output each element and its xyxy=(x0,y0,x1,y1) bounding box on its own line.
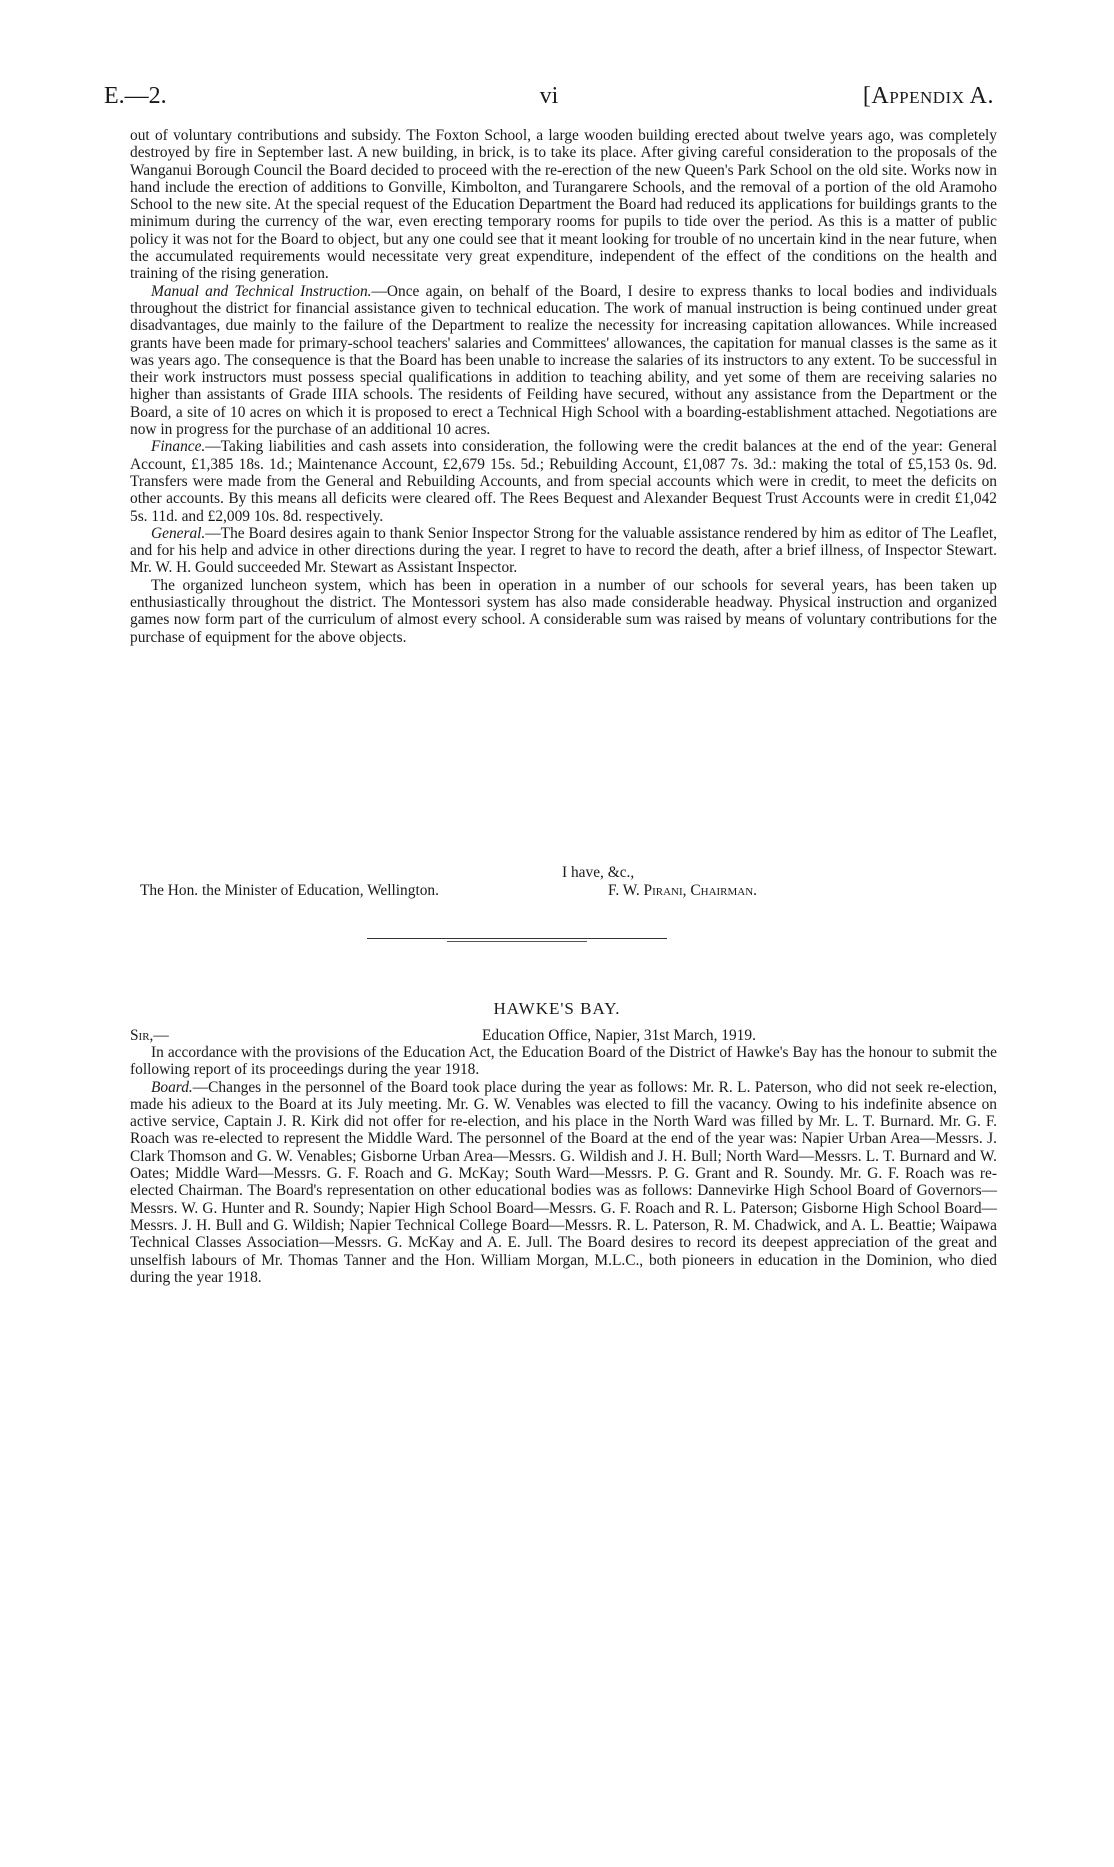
paragraph-text: —Once again, on behalf of the Board, I desire to express thanks to local bodies and individuals throughout the district for financial assistance given to technical education. The work of manual instruction is being continued under great disadvantages, due mainly to the failure of the Department to realize the necessity for increasing capitation allowances. While increased grants have been made for primary-school teachers' salaries and Committees' allowances, the capitation for manual classes is the same as it was years ago. The consequence is that the Board has been unable to increase the salaries of its instructors to any extent. To be successful in their work instructors must possess special qualifications in addition to teaching ability, and yet some of them are receiving salaries no higher than assistants of Grade IIIA schools. The residents of Feilding have secured, without any assistance from the Department or the Board, a site of 10 acres on which it is proposed to erect a Technical High School with a boarding-establishment attached. Negotiations are now in progress for the purchase of an additional 10 acres. xyxy=(130,282,997,439)
paragraph-text: —Taking liabilities and cash assets into consideration, the following were the credit balances at the end of the year: General Account, £1,385 18s. 1d.; Maintenance Account, £2,679 15s. 5d.; Rebuilding Account, £1,087 7s. 3d.: making the total of £5,153 0s. 9d. Transfers were made from the General and Rebuilding Accounts, and from special accounts which were in credit, to meet the deficits on other accounts. By this means all deficits were cleared off. The Rees Bequest and Alexander Bequest Trust Accounts were in credit £1,042 5s. 11d. and £2,009 10s. 8d. respectively. xyxy=(130,438,997,525)
paragraph xyxy=(130,127,997,283)
section-heading: HAWKE'S BAY. xyxy=(493,999,621,1018)
paragraph-text: The organized luncheon system, which has been in operation in a number of our schools for several years, has been taken up enthusiastically throughout the district. The Montessori system has also made considerable headway. Physical instruction and organized games now form part of the curriculum of almost every school. A considerable sum was raised by means of voluntary contributions for the purchase of equipment for the above objects. xyxy=(130,576,997,646)
paragraph xyxy=(130,525,997,577)
paragraph xyxy=(130,1079,997,1287)
report-body-hawkes-bay xyxy=(130,1044,997,1286)
paragraph-heading: Board. xyxy=(151,1078,193,1096)
paragraph-heading: General. xyxy=(151,524,206,542)
dateline: Education Office, Napier, 31st March, 1919. xyxy=(482,1027,756,1044)
paragraph-text: out of voluntary contributions and subsidy. The Foxton School, a large wooden building erected about twelve years ago, was completely destroyed by fire in September last. A new building, in brick, is to take its place. After giving careful consideration to the proposals of the Wanganui Borough Council the Board decided to proceed with the re-erection of the new Queen's Park School on the old site. Works now in hand include the erection of additions to Gonville, Kimbolton, and Turangarere Schools, and the removal of a portion of the old Aramoho School to the new site. At the special request of the Education Department the Board had reduced its applications for buildings grants to the minimum during the currency of the war, even erecting temporary rooms for pupils to tide over the period. As this is a matter of public policy it was not for the Board to object, but any one could see that it meant looking for trouble of no uncertain kind in the near future, when the accumulated requirements would necessitate very great expenditure, independent of the effect of the conditions on the health and training of the rising generation. xyxy=(130,127,997,283)
report-body-top xyxy=(130,127,997,646)
paragraph xyxy=(130,1044,997,1079)
report-reference: E.—2. xyxy=(104,83,167,109)
paragraph xyxy=(130,438,997,524)
paragraph-heading: Manual and Technical Instruction. xyxy=(151,282,372,300)
paragraph-text: —Changes in the personnel of the Board took place during the year as follows: Mr. R. L. Paterson, who did not seek re-election, made his adieux to the Board at its July meeting. Mr. G. W. Venables was elected to fill the vacancy. Owing to his indefinite absence on active service, Captain J. R. Kirk did not offer for re-election, and his place in the North Ward was filled by Mr. L. T. Burnard. Mr. G. F. Roach was re-elected to represent the Middle Ward. The personnel of the Board at the end of the year was: Napier Urban Area—Messrs. J. Clark Thomson and G. W. Venables; Gisborne Urban Area—Messrs. G. Wildish and J. H. Bull; North Ward—Messrs. L. T. Burnard and W. Oates; Middle Ward—Messrs. G. F. Roach and G. McKay; South Ward—Messrs. P. G. Grant and R. Soundy. Mr. G. F. Roach was re-elected Chairman. The Board's representation on other educational bodies was as follows: Dannevirke High School Board of Governors—Messrs. W. G. Hunter and R. Soundy; Napier High School Board—Messrs. G. F. Roach and R. L. Paterson; Gisborne High School Board—Messrs. J. H. Bull and G. Wildish; Napier Technical College Board—Messrs. R. L. Paterson, R. M. Chadwick, and A. L. Beattie; Waipawa Technical Classes Association—Messrs. G. McKay and A. E. Jull. The Board desires to record its deepest appreciation of the great and unselfish labours of Mr. Thomas Tanner and the Hon. William Morgan, M.L.C., both pioneers in education in the Dominion, who died during the year 1918. xyxy=(130,1078,997,1286)
complimentary-close: I have, &c., xyxy=(562,864,635,881)
paragraph xyxy=(130,283,997,439)
signature: F. W. Pirani, Chairman. xyxy=(608,882,758,899)
salutation: Sir,— xyxy=(130,1027,169,1044)
paragraph xyxy=(130,577,997,646)
appendix-label: [Appendix A. xyxy=(862,83,994,109)
paragraph-text: —The Board desires again to thank Senior Inspector Strong for the valuable assistance rendered by him as editor of The Leaflet, and for his help and advice in other directions during the year. I regret to have to record the death, after a brief illness, of Inspector Stewart. Mr. W. H. Gould succeeded Mr. Stewart as Assistant Inspector. xyxy=(130,524,997,577)
paragraph-heading: Finance. xyxy=(151,438,206,456)
paragraph-text: In accordance with the provisions of the Education Act, the Education Board of the District of Hawke's Bay has the honour to submit the following report of its proceedings during the year 1918. xyxy=(130,1044,997,1079)
section-divider xyxy=(367,938,667,939)
page-number: vi xyxy=(539,83,559,109)
page-header xyxy=(104,83,994,123)
addressee: The Hon. the Minister of Education, Wellington. xyxy=(140,882,439,899)
